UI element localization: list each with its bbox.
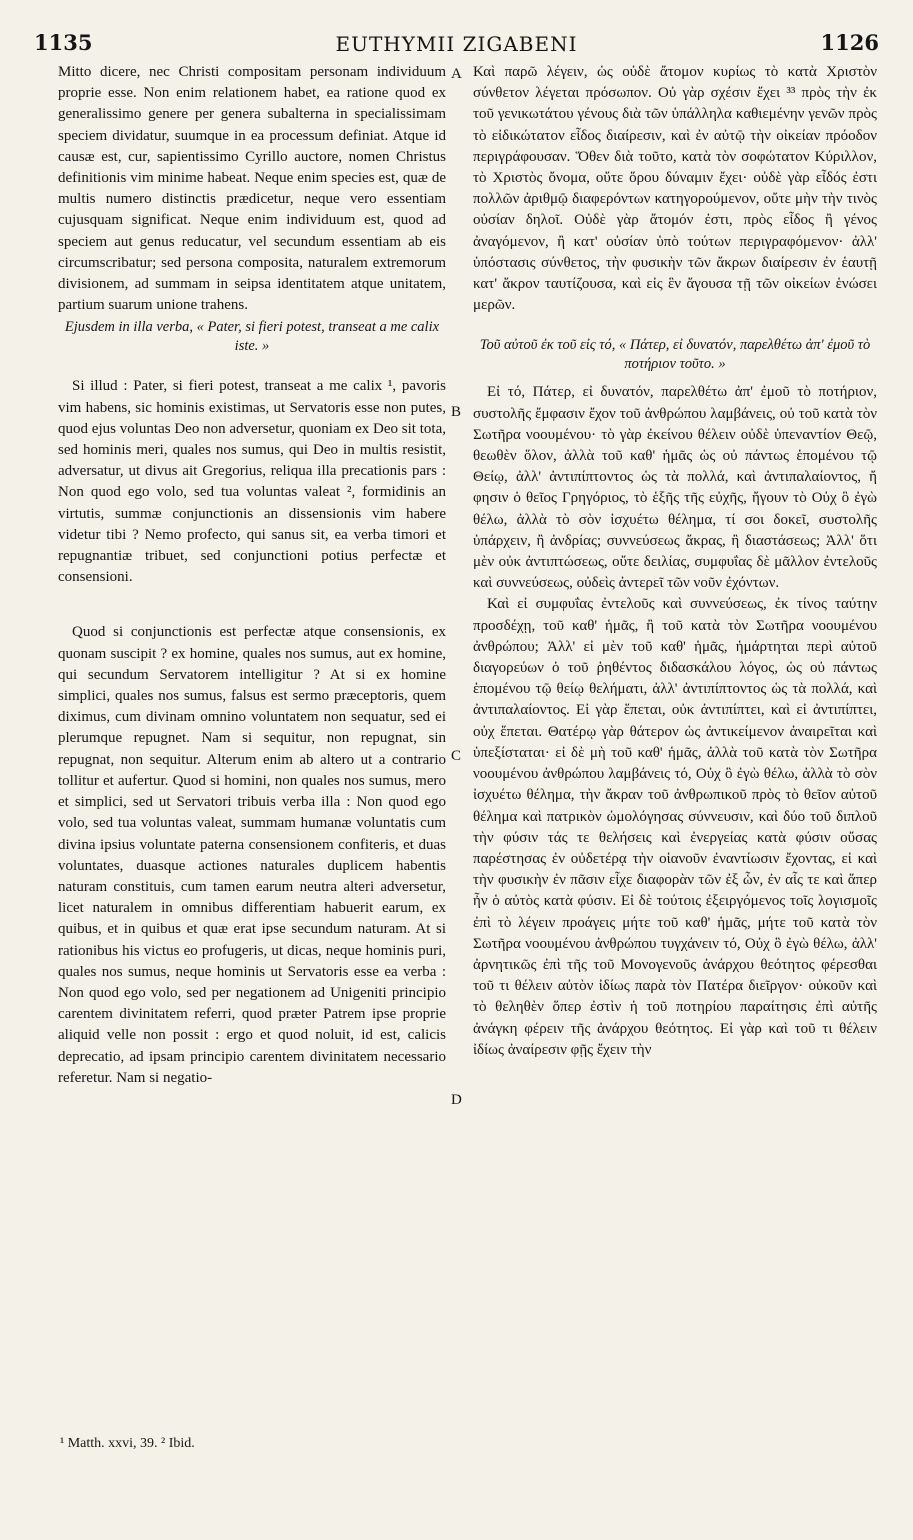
greek-paragraph-3: Καὶ εἰ συμφυΐας ἐντελοῦς καὶ συννεύσεως, ἐκ τίνος ταύτην προσδέχῃ, τοῦ καθ' ἡμᾶς, ἢ τοῦ κατὰ τὸν Σωτῆρα νοουμένου ἀνθρώπου; Ἀλλ' εἰ μὲν τοῦ καθ' ἡμᾶς, ἡμάρτηται περὶ αὐτοῦ διαγορεύων ὁ τοῦ ῥηθέντος διδασκάλου λόγος, ὡς οὐ πάντως ἑπομένου τῷ θείῳ θελήματι, ἀλλ' ἀντιπίπτοντος ὡς τὰ πολλά, καὶ ἀντιπαλαίοντος. Εἰ γὰρ ἕπεται, οὐκ ἀντιπίπτει, καὶ εἰ ἀντιπίπτει, οὐχ ἕπεται. Θατέρῳ γὰρ θάτερον ὡς ἀντικείμενον ἀναιρεῖται καὶ ὑπεξίσταται· εἰ δὲ μὴ τοῦ καθ' ἡμᾶς, ἀλλὰ τοῦ κατὰ τὸν Σωτῆρα νοουμένου ἀνθρώπου λαμβάνεις τό, Οὐχ ὃ ἐγὼ θέλω, ἀλλὰ τὸ σὸν ἰσχυέτω θέλημα, τὴν ἄκραν τοῦ ἀνθρωπικοῦ πρὸς τὸ θεῖον αὐτοῦ θέλημα καὶ πατρικὸν ὡμολόγησας σύννευσιν, καὶ δύο τοῦ διπλοῦ τὴν φύσιν τάς τε θελήσεις καὶ ἐνεργείας κατὰ φύσιν οὔσας παρέστησας ἐν οὐδετέρᾳ τὴν οἱανοῦν ἐναντίωσιν ἔχοντας, εἰ καὶ τὴν φυσικὴν ἐν πᾶσιν εἶχε διαφορὰν τῶν ἐξ ὧν, ἐν αἷς τε καὶ ἅπερ ἦν ὁ αὐτὸς κατὰ φύσιν. Εἰ δὲ τούτοις ἐξειργόμενος τοῖς λογισμοῖς ἐπὶ τὸ λέγειν προάγεις μήτε τοῦ καθ' ἡμᾶς, μήτε τοῦ κατὰ τὸν Σωτῆρα νοουμένου ἀνθρώπου τυγχάνειν τό, Οὐχ ὃ ἐγὼ θέλω, ἀλλ' ἀρνητικῶς ἐπὶ τῆς τοῦ Μονογενοῦς ἀνάρχου θεότητος φέρεσθαι τοῦ τι θέλειν αὐτὸν ἰδίως παρὰ τὸν Πατέρα διεῖργον· οὐκοῦν καὶ τὸ θεληθὲν ὅπερ ἐστὶν ἡ τοῦ ποτηρίου παραίτησις ἐπὶ αὐτῆς ἀνάγκη φέρειν τῆς ἀνάρχου θεότητος. Εἰ γὰρ καὶ τοῦ τι θέλειν ἰδίως ἀναίρεσιν φῇς ἔχειν τὴν bbox=[473, 596, 877, 1058]
latin-column bbox=[58, 62, 446, 1089]
latin-paragraph-2: Si illud : Pater, si fieri potest, transeat a me calix ¹, pavoris vim habens, sic hominis existimas, ut Servatoris esse non putes, quod ejus voluntas Deo non adversetur, quoniam ex Deo sit tota, sed hominis meri, quales nos sumus, qui Deo in multis resistit, adversatur, ut divus ait Gregorius, reliqua illa precationis pars : Non quod ego volo, sed tua voluntas valeat ², formidinis an virtutis, summæ conjunctionis an dissensionis vim habere videtur tibi ? Nemo profecto, qui sanus sit, ea verba timori et repugnantiæ tribuet, sed conjunctioni potius perfectæ et consensioni. bbox=[58, 378, 446, 586]
latin-paragraph-3: Quod si conjunctionis est perfectæ atque consensionis, ex quonam suscipit ? ex homine, quales nos sumus, aut ex homine, qui secundum Servatorem intelligitur ? At si ex homine simplici, quales nos sumus, falsus est sermo præceptoris, quem diximus, cum divinam omnino voluntatem non sequatur, sed ei plerumque repugnet. Nam si sequitur, non repugnat, sin repugnat, non sequitur. Alterum enim ab altero ut a contrario tollitur et aufertur. Quod si homini, non quales nos sumus, mero et simplici, sed ut Servatori tribuis verba illa : Non quod ego volo, sed tua voluntas valeat, summam humanæ voluntatis cum divina ipsius voluntate paterna consensionem confiteris, et duas voluntates, duasque actiones naturales duplicem habentis naturam constituis, cum tamen earum neutra alteri adversetur, licet naturalem in omnibus differentiam habuerit earum, ex quibus, et in quibus et quæ erat ipse secundum naturam. At si rationibus his victus eo profugeris, ut dicas, neque hominis puri, quales nos sumus, neque hominis ut Servatoris esse ea verba : Non quod ego volo, sed per negationem ad Unigeniti principio carentem divinitatem referri, quod præter Patrem ipse proprie aliquid velle non possit : ergo et quod noluit, id est, calicis deprecatio, ad ipsam principio carentem divinitatem necessario referetur. Nam si negatio- bbox=[58, 624, 446, 1086]
margin-marker-d: D bbox=[451, 1092, 462, 1108]
page-number-right: 1126 bbox=[820, 30, 879, 55]
greek-paragraph-1: Καὶ παρῶ λέγειν, ὡς οὐδὲ ἄτομον κυρίως τὸ κατὰ Χριστὸν σύνθετον λέγεται πρόσωπον. Οὐ γὰρ σχέσιν ἔχει ³³ πρὸς τὴν ἐκ τοῦ γενικωτάτου γένους διὰ τῶν ὑπάλληλα καθιεμένην γενῶν πρὸς τὸ εἰδικώτατον εἶδος διαίρεσιν, καὶ ἐν αὐτῷ τὴν οἰκείαν πρόοδον περιγράφουσαν. Ὅθεν διὰ τοῦτο, κατὰ τὸν σοφώτατον Κύριλλον, τὸ Χριστὸς ὄνομα, οὔτε ὅρου δύναμιν ἔχει· οὐδὲ γὰρ εἶδός ἐστι πολλῶν ἀριθμῷ διαφερόντων κατηγορούμενον, οὔτε μὴν τὴν τινὸς οὐσίαν δηλοῖ. Οὐδὲ γὰρ ἄτομόν ἐστι, πρὸς εἶδος ἢ γένος ἀναγόμενον, ἢ κατ' οὐσίαν ὑπὸ τούτων περιγραφόμενον· ἀλλ' ὑπόστασις σύνθετος, τὴν φυσικὴν τῶν ἄκρων διαίρεσιν ἐν ἑαυτῇ κατ' ἄκρον ταυτίζουσα, καὶ εἰς ἓν ἄγουσα τῇ τῶν οἰκείων ἑνώσει μερῶν. bbox=[473, 64, 877, 314]
greek-column bbox=[473, 62, 877, 1061]
latin-section-heading: Ejusdem in illa verba, « Pater, si fieri potest, transeat a me calix iste. » bbox=[64, 319, 440, 355]
greek-paragraph-2: Εἰ τό, Πάτερ, εἰ δυνατόν, παρελθέτω ἀπ' ἐμοῦ τὸ ποτήριον, συστολῆς ἔμφασιν ἔχον τοῦ ἀνθρώπου λαμβάνεις, οὐ τοῦ κατὰ τὸν Σωτῆρα νοουμένου· τὸ γὰρ ἐκείνου θέλειν οὐδὲ ὑπεναντίον Θεῷ, θεωθὲν ὅλον, ἀλλὰ τοῦ καθ' ἡμᾶς ὡς οὐ πάντως ἑπομένου τῷ Θείῳ, ἀλλ' ἀντιπίπτοντος ὡς τὰ πολλά, καὶ ἀντιπαλαίοντος, ἤ φησιν ὁ θεῖος Γρηγόριος, τὸ ἑξῆς τῆς εὐχῆς, ἤγουν τὸ Οὐχ ὃ ἐγὼ θέλω, ἀλλὰ τὸ σὸν ἰσχυέτω θέλημα, τί σοι δοκεῖ, συστολῆς ὑπάρχειν, ἢ ἀνδρίας; συννεύσεως ἄκρας, ἢ διαστάσεως; Ἀλλ' ὅτι μὲν οὐκ ἀντιπτώσεως, οὔτε δειλίας, συμφυΐας δὲ μᾶλλον ἐντελοῦς καὶ συννεύσεως, οὐδεὶς ἀντερεῖ τῶν νοῦν ἐχόντων. bbox=[473, 384, 877, 592]
footnote: ¹ Matth. xxvi, 39. ² Ibid. bbox=[60, 1436, 195, 1451]
margin-marker-b: B bbox=[451, 404, 462, 420]
latin-paragraph-1: Mitto dicere, nec Christi compositam personam individuum proprie esse. Non enim relationem habet, ea ratione quod ex generalissimo genere per genera subalterna in specialissimam speciem dividatur, suumque in ea processum definiat. Atque id causæ est, cur, sapientissimo Cyrillo auctore, nomen Christus definitionis vim minime habeat. Neque enim species est, quæ de multis numero distinctis prædicetur, neque vero essentiam cujusquam significat. Neque enim individuum est, quod ad speciem aut genus reducatur, vel secundum essentiam ab eis circumscribatur; sed persona composita, naturalem extremorum divisionem, ad summam in seipsa identitatem atque unitatem, partium suarum unione trahens. bbox=[58, 64, 446, 314]
margin-marker-c: C bbox=[451, 748, 462, 764]
greek-section-heading: Τοῦ αὐτοῦ ἐκ τοῦ εἰς τό, « Πάτερ, εἰ δυνατόν, παρελθέτω ἀπ' ἐμοῦ τὸ ποτήριον τοῦτο. » bbox=[479, 337, 871, 373]
margin-marker-a: A bbox=[451, 66, 462, 82]
page-number-left: 1135 bbox=[34, 30, 93, 55]
running-title: EUTHYMII ZIGABENI bbox=[335, 32, 578, 56]
running-header bbox=[34, 30, 879, 60]
